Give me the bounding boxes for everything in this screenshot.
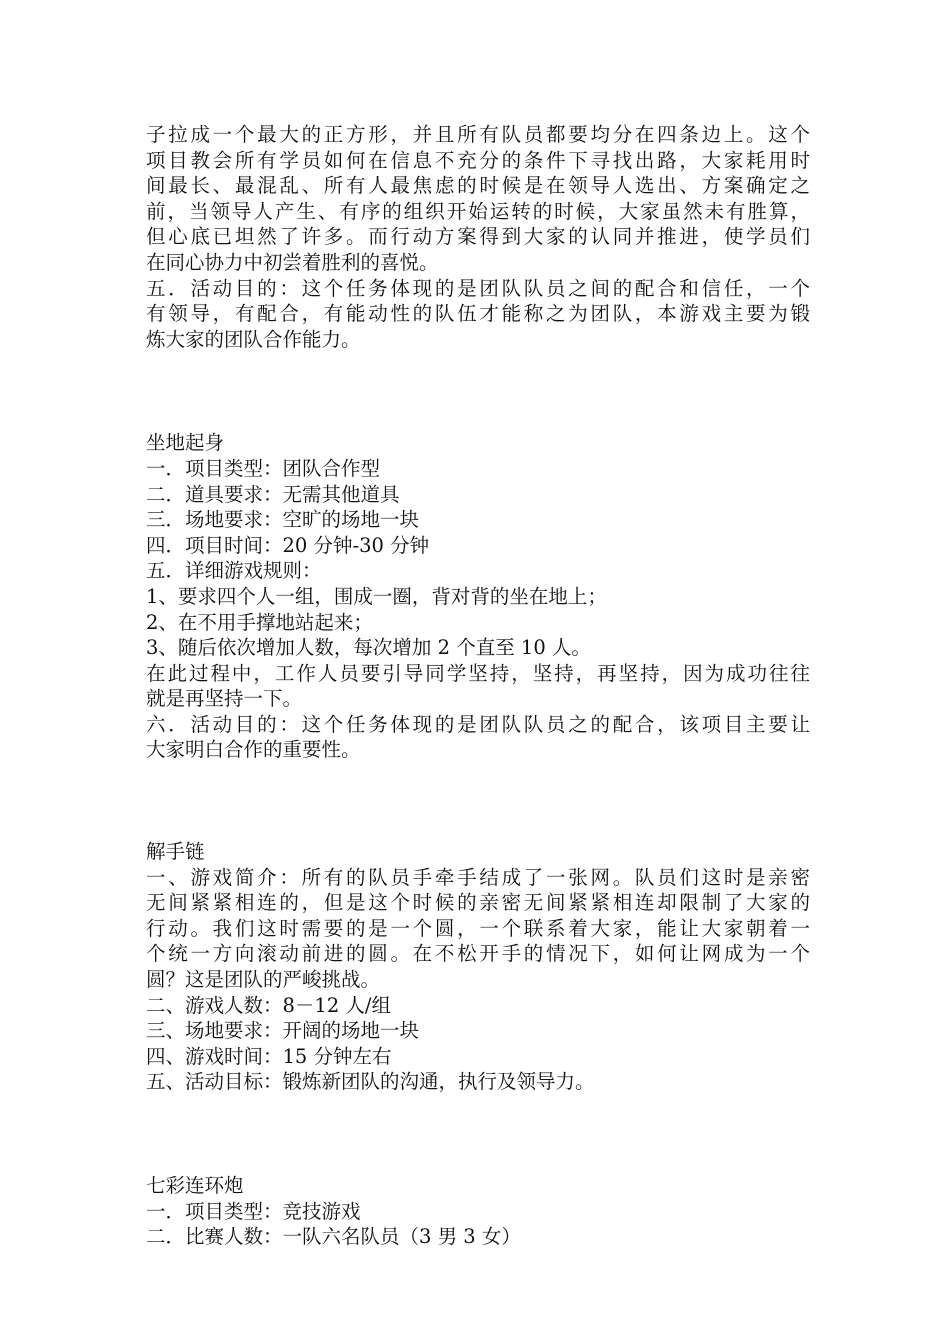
section-sit-and-stand (146, 430, 810, 763)
section-square-rope-continued (146, 122, 810, 352)
text-line: 五、活动目标：锻炼新团队的沟通，执行及领导力。 (146, 1070, 595, 1094)
text-line: 三、场地要求：开阔的场地一块 (146, 1019, 420, 1043)
text-line: 1、要求四个人一组，围成一圈，背对背的坐在地上； (146, 584, 607, 608)
text-line: 一．项目类型：团队合作型 (146, 456, 381, 480)
text-line: 二、游戏人数：8－12 人/组 (146, 993, 391, 1017)
text-line: 五．详细游戏规则： (146, 559, 322, 583)
text-line: 2、在不用手撑地站起来； (146, 610, 373, 634)
section-seven-color-cannon (146, 1173, 810, 1250)
text-line: 在同心协力中初尝着胜利的喜悦。 (146, 250, 439, 274)
text-line: 一．项目类型：竞技游戏 (146, 1199, 361, 1223)
section-human-knot (146, 839, 810, 1095)
text-line: 3、随后依次增加人数，每次增加 2 个直至 10 人。 (146, 636, 591, 660)
text-line: 在此过程中，工作人员要引导同学坚持，坚持，再坚持，因为成功往往 (146, 661, 810, 685)
text-line: 炼大家的团队合作能力。 (146, 327, 361, 351)
text-line: 有领导，有配合，有能动性的队伍才能称之为团队，本游戏主要为锻 (146, 302, 810, 326)
spacer (146, 763, 810, 839)
text-line: 二．比赛人数：一队六名队员（3 男 3 女） (146, 1225, 521, 1249)
text-line: 但心底已坦然了许多。而行动方案得到大家的认同并推进，使学员们 (146, 225, 810, 249)
text-line: 项目教会所有学员如何在信息不充分的条件下寻找出路，大家耗用时 (146, 148, 810, 172)
text-line: 个统一方向滚动前进的圆。在不松开手的情况下，如何让网成为一个 (146, 942, 810, 966)
text-line: 前，当领导人产生、有序的组织开始运转的时候，大家虽然未有胜算， (146, 199, 810, 223)
text-line: 无间紧紧相连的，但是这个时候的亲密无间紧紧相连却限制了大家的 (146, 891, 810, 915)
text-line: 一、游戏简介：所有的队员手牵手结成了一张网。队员们这时是亲密 (146, 865, 810, 889)
text-line: 三．场地要求：空旷的场地一块 (146, 508, 420, 532)
text-line: 就是再坚持一下。 (146, 687, 303, 711)
section-title: 坐地起身 (146, 431, 225, 455)
text-line: 大家明白合作的重要性。 (146, 738, 361, 762)
text-line: 五．活动目的：这个任务体现的是团队队员之间的配合和信任，一个 (146, 276, 810, 300)
text-line: 子拉成一个最大的正方形，并且所有队员都要均分在四条边上。这个 (146, 123, 810, 146)
text-line: 六．活动目的：这个任务体现的是团队队员之的配合，该项目主要让 (146, 712, 810, 736)
text-line: 行动。我们这时需要的是一个圆，一个联系着大家，能让大家朝着一 (146, 916, 810, 940)
spacer (146, 1095, 810, 1173)
spacer (146, 352, 810, 430)
section-title: 解手链 (146, 840, 205, 864)
text-line: 二．道具要求：无需其他道具 (146, 482, 400, 506)
text-line: 四．项目时间：20 分钟-30 分钟 (146, 533, 430, 557)
document-page (146, 122, 810, 1250)
section-title: 七彩连环炮 (146, 1174, 244, 1197)
text-line: 圆？这是团队的严峻挑战。 (146, 968, 381, 992)
text-line: 间最长、最混乱、所有人最焦虑的时候是在领导人选出、方案确定之 (146, 174, 810, 198)
text-line: 四、游戏时间：15 分钟左右 (146, 1044, 392, 1068)
